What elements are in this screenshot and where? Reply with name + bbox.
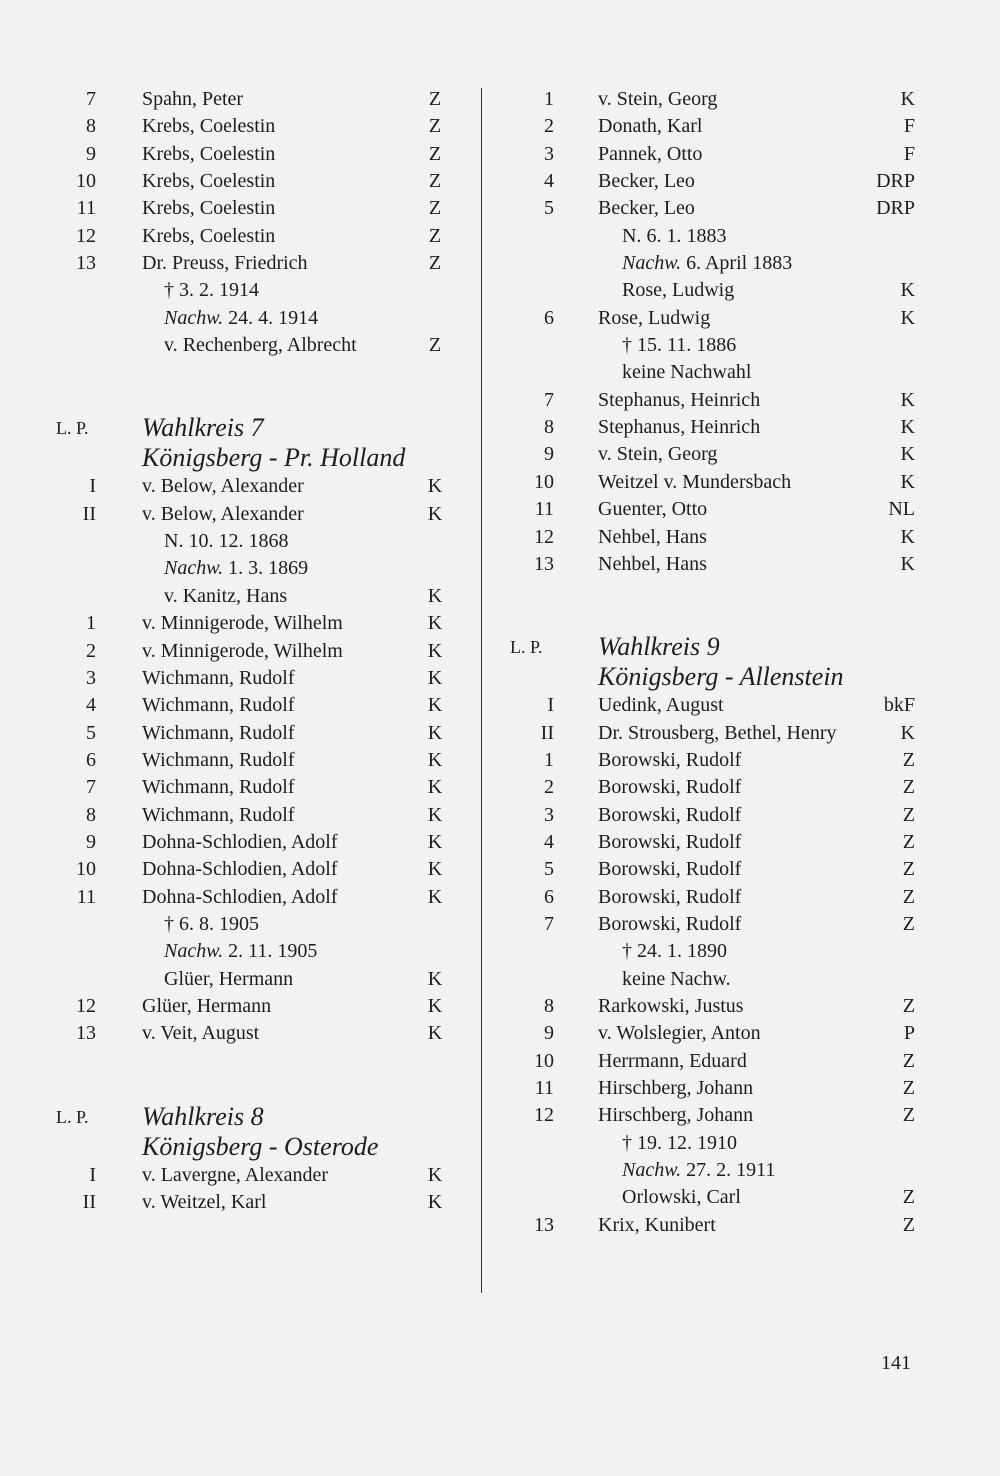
list-item bbox=[500, 305, 930, 332]
legislative-period-number: I bbox=[89, 475, 96, 498]
party-code: K bbox=[427, 1191, 443, 1213]
entry-note: † 15. 11. 1886 bbox=[622, 334, 737, 357]
column-divider bbox=[481, 88, 482, 1293]
deputy-name: Krebs, Coelestin bbox=[142, 224, 276, 247]
list-item bbox=[40, 747, 460, 774]
page-number: 141 bbox=[881, 1352, 911, 1374]
deputy-name: Hirschberg, Johann bbox=[598, 1104, 754, 1127]
list-item bbox=[40, 141, 460, 168]
list-item bbox=[40, 583, 460, 610]
list-item bbox=[500, 524, 930, 551]
legislative-period-number: 3 bbox=[544, 142, 554, 165]
party-code: K bbox=[427, 1022, 443, 1045]
legislative-period-number: 6 bbox=[86, 748, 96, 771]
deputy-name: Borowski, Rudolf bbox=[598, 885, 742, 908]
list-item bbox=[40, 473, 460, 500]
party-code: Z bbox=[902, 1104, 915, 1127]
party-code: K bbox=[900, 279, 915, 302]
wahlkreis-8-header bbox=[40, 1102, 460, 1162]
entry-note: v. Kanitz, Hans bbox=[164, 584, 288, 607]
party-code: Z bbox=[428, 115, 442, 138]
legislative-period-number: 7 bbox=[544, 388, 554, 411]
legislative-period-number: II bbox=[82, 1191, 96, 1213]
list-item bbox=[500, 692, 930, 719]
party-code: F bbox=[903, 115, 915, 138]
entry-note: Rose, Ludwig bbox=[622, 279, 735, 302]
party-code: K bbox=[427, 584, 443, 607]
legislative-period-number: 13 bbox=[534, 552, 554, 575]
nachwahl-label: Nachw. bbox=[164, 306, 224, 329]
list-item bbox=[40, 86, 460, 113]
party-code: K bbox=[427, 967, 443, 990]
legislative-period-number: 5 bbox=[544, 858, 554, 881]
party-code: K bbox=[900, 470, 915, 493]
party-code: K bbox=[900, 443, 915, 466]
nachwahl-note bbox=[164, 938, 317, 965]
deputy-name: Stephanus, Heinrich bbox=[598, 416, 761, 439]
nachwahl-note bbox=[164, 555, 308, 582]
deputy-name: Krebs, Coelestin bbox=[142, 115, 276, 138]
wahlkreis-8-title: Wahlkreis 8 Königsberg - Osterode bbox=[142, 1101, 379, 1161]
list-item bbox=[500, 1102, 930, 1129]
list-item bbox=[500, 441, 930, 468]
list-item bbox=[500, 414, 930, 441]
list-item bbox=[500, 223, 930, 250]
deputy-name: Uedink, August bbox=[598, 694, 724, 717]
list-item bbox=[500, 966, 930, 993]
nachwahl-label: Nachw. bbox=[622, 1159, 682, 1182]
list-item bbox=[40, 638, 460, 665]
list-item bbox=[40, 305, 460, 332]
party-code: Z bbox=[428, 252, 442, 275]
deputy-name: Krebs, Coelestin bbox=[142, 170, 276, 193]
list-item bbox=[40, 610, 460, 637]
legislative-period-number: 11 bbox=[76, 885, 96, 908]
party-code: K bbox=[427, 1163, 443, 1186]
list-item bbox=[500, 1157, 930, 1184]
party-code: Z bbox=[902, 1049, 915, 1072]
legislative-period-number: 4 bbox=[544, 830, 554, 853]
deputy-name: Dohna-Schlodien, Adolf bbox=[142, 830, 338, 853]
list-item bbox=[500, 496, 930, 523]
deputy-name: Wichmann, Rudolf bbox=[142, 803, 295, 826]
list-item bbox=[40, 1189, 460, 1216]
list-item bbox=[500, 168, 930, 195]
nachwahl-date: 24. 4. 1914 bbox=[223, 306, 319, 329]
list-item bbox=[500, 359, 930, 386]
legislative-period-number: 10 bbox=[76, 858, 96, 881]
list-item bbox=[40, 277, 460, 304]
legislative-period-number: 9 bbox=[86, 830, 96, 853]
deputy-name: Hirschberg, Johann bbox=[598, 1077, 754, 1099]
party-code: Z bbox=[902, 830, 915, 853]
legislative-period-number: 4 bbox=[544, 170, 554, 193]
legislative-period-number: 13 bbox=[76, 1022, 96, 1045]
legislative-period-number: 12 bbox=[76, 994, 96, 1017]
legislative-period-number: 3 bbox=[86, 666, 96, 689]
legislative-period-number: 13 bbox=[76, 252, 96, 275]
party-code: K bbox=[427, 830, 443, 853]
list-item bbox=[500, 113, 930, 140]
entry-note: † 6. 8. 1905 bbox=[164, 912, 259, 935]
legislative-period-number: 8 bbox=[544, 416, 554, 439]
legislative-period-number: 7 bbox=[544, 912, 554, 935]
list-item bbox=[500, 250, 930, 277]
list-item bbox=[40, 665, 460, 692]
deputy-name: Rarkowski, Justus bbox=[598, 994, 744, 1017]
legislative-period-number: 2 bbox=[86, 639, 96, 662]
list-item bbox=[40, 555, 460, 582]
legislative-period-number: 10 bbox=[534, 1049, 554, 1072]
list-item bbox=[500, 1048, 930, 1075]
list-item bbox=[40, 774, 460, 801]
deputy-name: Glüer, Hermann bbox=[142, 994, 272, 1017]
list-item bbox=[40, 938, 460, 965]
deputy-name: Borowski, Rudolf bbox=[598, 858, 742, 881]
legislative-period-number: 6 bbox=[544, 306, 554, 329]
right-continued-list bbox=[500, 86, 930, 578]
legislative-period-number: 1 bbox=[544, 88, 554, 110]
deputy-name: Weitzel v. Mundersbach bbox=[598, 470, 792, 493]
legislative-period-number: 9 bbox=[544, 443, 554, 466]
party-code: NL bbox=[888, 498, 915, 521]
party-code: K bbox=[900, 88, 915, 110]
party-code: K bbox=[900, 721, 915, 744]
entry-note: N. 10. 12. 1868 bbox=[164, 530, 289, 553]
list-item bbox=[40, 993, 460, 1020]
legislative-period-number: I bbox=[89, 1163, 96, 1186]
lp-label: L. P. bbox=[510, 637, 543, 658]
list-item bbox=[40, 250, 460, 277]
party-code: K bbox=[900, 525, 915, 548]
deputy-name: v. Stein, Georg bbox=[598, 443, 718, 466]
legislative-period-number: II bbox=[82, 502, 96, 525]
party-code: Z bbox=[902, 858, 915, 881]
legislative-period-number: 9 bbox=[544, 1022, 554, 1045]
entry-note: † 19. 12. 1910 bbox=[622, 1131, 737, 1154]
list-item bbox=[40, 911, 460, 938]
legislative-period-number: 8 bbox=[86, 803, 96, 826]
left-continued-list bbox=[40, 86, 460, 359]
entry-note: keine Nachw. bbox=[622, 967, 731, 990]
deputy-name: v. Weitzel, Karl bbox=[142, 1191, 267, 1213]
list-item bbox=[40, 692, 460, 719]
party-code: K bbox=[900, 388, 915, 411]
party-code: K bbox=[427, 502, 443, 525]
nachwahl-label: Nachw. bbox=[164, 940, 224, 963]
party-code: K bbox=[427, 475, 443, 498]
deputy-name: Donath, Karl bbox=[598, 115, 703, 138]
deputy-name: v. Below, Alexander bbox=[142, 502, 304, 525]
deputy-name: Becker, Leo bbox=[598, 170, 695, 193]
nachwahl-note bbox=[622, 250, 792, 277]
party-code: Z bbox=[428, 142, 442, 165]
deputy-name: Wichmann, Rudolf bbox=[142, 748, 295, 771]
party-code: P bbox=[903, 1022, 915, 1045]
right-column bbox=[500, 86, 930, 1239]
party-code: K bbox=[427, 721, 443, 744]
party-code: DRP bbox=[876, 197, 915, 220]
deputy-name: Wichmann, Rudolf bbox=[142, 666, 295, 689]
deputy-name: v. Veit, August bbox=[142, 1022, 260, 1045]
party-code: Z bbox=[428, 170, 442, 193]
list-item bbox=[500, 720, 930, 747]
list-item bbox=[500, 747, 930, 774]
party-code: K bbox=[427, 666, 443, 689]
legislative-period-number: I bbox=[547, 694, 554, 717]
list-item bbox=[40, 1162, 460, 1189]
legislative-period-number: 2 bbox=[544, 776, 554, 799]
list-item bbox=[500, 774, 930, 801]
list-item bbox=[40, 528, 460, 555]
nachwahl-note bbox=[164, 305, 318, 332]
party-code: Z bbox=[428, 88, 442, 110]
legislative-period-number: 12 bbox=[534, 525, 554, 548]
list-item bbox=[40, 966, 460, 993]
legislative-period-number: 11 bbox=[76, 197, 96, 220]
legislative-period-number: 2 bbox=[544, 115, 554, 138]
party-code: DRP bbox=[876, 170, 915, 193]
deputy-name: Dohna-Schlodien, Adolf bbox=[142, 885, 338, 908]
party-code: K bbox=[427, 776, 443, 799]
list-item bbox=[500, 1020, 930, 1047]
list-item bbox=[500, 551, 930, 578]
deputy-name: Wichmann, Rudolf bbox=[142, 694, 295, 717]
wahlkreis-7-header bbox=[40, 413, 460, 473]
party-code: Z bbox=[428, 197, 442, 220]
entry-note: v. Rechenberg, Albrecht bbox=[164, 334, 357, 357]
nachwahl-note bbox=[622, 1157, 775, 1184]
deputy-name: Herrmann, Eduard bbox=[598, 1049, 747, 1072]
list-item bbox=[40, 501, 460, 528]
wahlkreis-9-title: Wahlkreis 9 Königsberg - Allenstein bbox=[598, 632, 844, 692]
list-item bbox=[500, 1075, 930, 1102]
legislative-period-number: 7 bbox=[86, 88, 96, 110]
party-code: Z bbox=[902, 994, 915, 1017]
list-item bbox=[40, 113, 460, 140]
nachwahl-date: 2. 11. 1905 bbox=[223, 940, 318, 963]
entry-note: keine Nachwahl bbox=[622, 361, 752, 384]
deputy-name: Krix, Kunibert bbox=[598, 1213, 716, 1236]
list-item bbox=[500, 195, 930, 222]
list-item bbox=[500, 884, 930, 911]
party-code: Z bbox=[902, 1213, 915, 1236]
list-item bbox=[500, 856, 930, 883]
deputy-name: Dr. Preuss, Friedrich bbox=[142, 252, 308, 275]
deputy-name: Nehbel, Hans bbox=[598, 552, 707, 575]
wahlkreis-9-header bbox=[500, 632, 930, 692]
party-code: K bbox=[427, 694, 443, 717]
deputy-name: Guenter, Otto bbox=[598, 498, 708, 521]
party-code: K bbox=[427, 748, 443, 771]
legislative-period-number: 7 bbox=[86, 776, 96, 799]
legislative-period-number: 3 bbox=[544, 803, 554, 826]
list-item bbox=[500, 938, 930, 965]
list-item bbox=[500, 829, 930, 856]
list-item bbox=[40, 856, 460, 883]
list-item bbox=[40, 884, 460, 911]
legislative-period-number: 11 bbox=[534, 1077, 554, 1099]
party-code: Z bbox=[902, 776, 915, 799]
party-code: K bbox=[427, 885, 443, 908]
left-column bbox=[40, 86, 460, 1216]
entry-note: † 3. 2. 1914 bbox=[164, 279, 259, 302]
nachwahl-date: 6. April 1883 bbox=[681, 252, 793, 275]
legislative-period-number: 8 bbox=[544, 994, 554, 1017]
list-item bbox=[40, 168, 460, 195]
party-code: Z bbox=[428, 334, 442, 357]
party-code: Z bbox=[902, 912, 915, 935]
party-code: K bbox=[427, 994, 443, 1017]
wahlkreis-9-list bbox=[500, 692, 930, 1239]
nachwahl-date: 1. 3. 1869 bbox=[223, 557, 309, 580]
wahlkreis-8-list bbox=[40, 1162, 460, 1217]
wahlkreis-7-title: Wahlkreis 7 Königsberg - Pr. Holland bbox=[142, 413, 406, 473]
list-item bbox=[40, 720, 460, 747]
deputy-name: v. Minnigerode, Wilhelm bbox=[142, 612, 343, 635]
list-item bbox=[500, 1130, 930, 1157]
deputy-name: v. Wolslegier, Anton bbox=[598, 1022, 761, 1045]
legislative-period-number: 13 bbox=[534, 1213, 554, 1236]
deputy-name: v. Below, Alexander bbox=[142, 475, 304, 498]
deputy-name: Krebs, Coelestin bbox=[142, 197, 276, 220]
wahlkreis-7-list bbox=[40, 473, 460, 1047]
deputy-name: Dohna-Schlodien, Adolf bbox=[142, 858, 338, 881]
deputy-name: Nehbel, Hans bbox=[598, 525, 707, 548]
legislative-period-number: 5 bbox=[86, 721, 96, 744]
list-item bbox=[500, 387, 930, 414]
lp-label: L. P. bbox=[56, 418, 89, 439]
legislative-period-number: 6 bbox=[544, 885, 554, 908]
party-code: Z bbox=[902, 1186, 915, 1209]
party-code: Z bbox=[902, 748, 915, 771]
party-code: K bbox=[900, 552, 915, 575]
list-item bbox=[40, 829, 460, 856]
list-item bbox=[40, 1020, 460, 1047]
party-code: K bbox=[427, 803, 443, 826]
deputy-name: v. Lavergne, Alexander bbox=[142, 1163, 329, 1186]
legislative-period-number: 10 bbox=[76, 170, 96, 193]
deputy-name: Borowski, Rudolf bbox=[598, 748, 742, 771]
lp-label: L. P. bbox=[56, 1106, 89, 1127]
deputy-name: Borowski, Rudolf bbox=[598, 912, 742, 935]
list-item bbox=[500, 911, 930, 938]
legislative-period-number: 5 bbox=[544, 197, 554, 220]
party-code: bkF bbox=[883, 694, 915, 717]
list-item bbox=[500, 993, 930, 1020]
party-code: Z bbox=[902, 1077, 915, 1099]
party-code: F bbox=[903, 142, 915, 165]
nachwahl-date: 27. 2. 1911 bbox=[681, 1159, 776, 1182]
legislative-period-number: 12 bbox=[534, 1104, 554, 1127]
deputy-name: Wichmann, Rudolf bbox=[142, 721, 295, 744]
legislative-period-number: II bbox=[540, 721, 554, 744]
party-code: K bbox=[427, 639, 443, 662]
legislative-period-number: 11 bbox=[534, 498, 554, 521]
list-item bbox=[500, 277, 930, 304]
deputy-name: Krebs, Coelestin bbox=[142, 142, 276, 165]
party-code: K bbox=[900, 306, 915, 329]
deputy-name: v. Minnigerode, Wilhelm bbox=[142, 639, 343, 662]
list-item bbox=[40, 802, 460, 829]
deputy-name: Borowski, Rudolf bbox=[598, 776, 742, 799]
deputy-name: Becker, Leo bbox=[598, 197, 695, 220]
nachwahl-label: Nachw. bbox=[164, 557, 224, 580]
list-item bbox=[500, 1212, 930, 1239]
nachwahl-label: Nachw. bbox=[622, 252, 682, 275]
deputy-name: Wichmann, Rudolf bbox=[142, 776, 295, 799]
legislative-period-number: 1 bbox=[544, 748, 554, 771]
list-item bbox=[40, 195, 460, 222]
entry-note: N. 6. 1. 1883 bbox=[622, 224, 727, 247]
party-code: K bbox=[427, 858, 443, 881]
list-item bbox=[500, 469, 930, 496]
legislative-period-number: 1 bbox=[86, 612, 96, 635]
entry-note: † 24. 1. 1890 bbox=[622, 940, 727, 963]
entry-note: Glüer, Hermann bbox=[164, 967, 294, 990]
legislative-period-number: 12 bbox=[76, 224, 96, 247]
deputy-name: Pannek, Otto bbox=[598, 142, 703, 165]
list-item bbox=[500, 332, 930, 359]
deputy-name: Dr. Strousberg, Bethel, Henry bbox=[598, 721, 837, 744]
list-item bbox=[40, 223, 460, 250]
party-code: Z bbox=[428, 224, 442, 247]
party-code: Z bbox=[902, 803, 915, 826]
deputy-name: Rose, Ludwig bbox=[598, 306, 711, 329]
legislative-period-number: 4 bbox=[86, 694, 96, 717]
list-item bbox=[500, 802, 930, 829]
list-item bbox=[500, 141, 930, 168]
list-item bbox=[500, 1184, 930, 1211]
party-code: K bbox=[427, 612, 443, 635]
deputy-name: Borowski, Rudolf bbox=[598, 803, 742, 826]
legislative-period-number: 9 bbox=[86, 142, 96, 165]
list-item bbox=[500, 86, 930, 113]
legislative-period-number: 8 bbox=[86, 115, 96, 138]
party-code: Z bbox=[902, 885, 915, 908]
legislative-period-number: 10 bbox=[534, 470, 554, 493]
party-code: K bbox=[900, 416, 915, 439]
deputy-name: Spahn, Peter bbox=[142, 88, 244, 110]
entry-note: Orlowski, Carl bbox=[622, 1186, 741, 1209]
list-item bbox=[40, 332, 460, 359]
deputy-name: v. Stein, Georg bbox=[598, 88, 718, 110]
deputy-name: Stephanus, Heinrich bbox=[598, 388, 761, 411]
deputy-name: Borowski, Rudolf bbox=[598, 830, 742, 853]
